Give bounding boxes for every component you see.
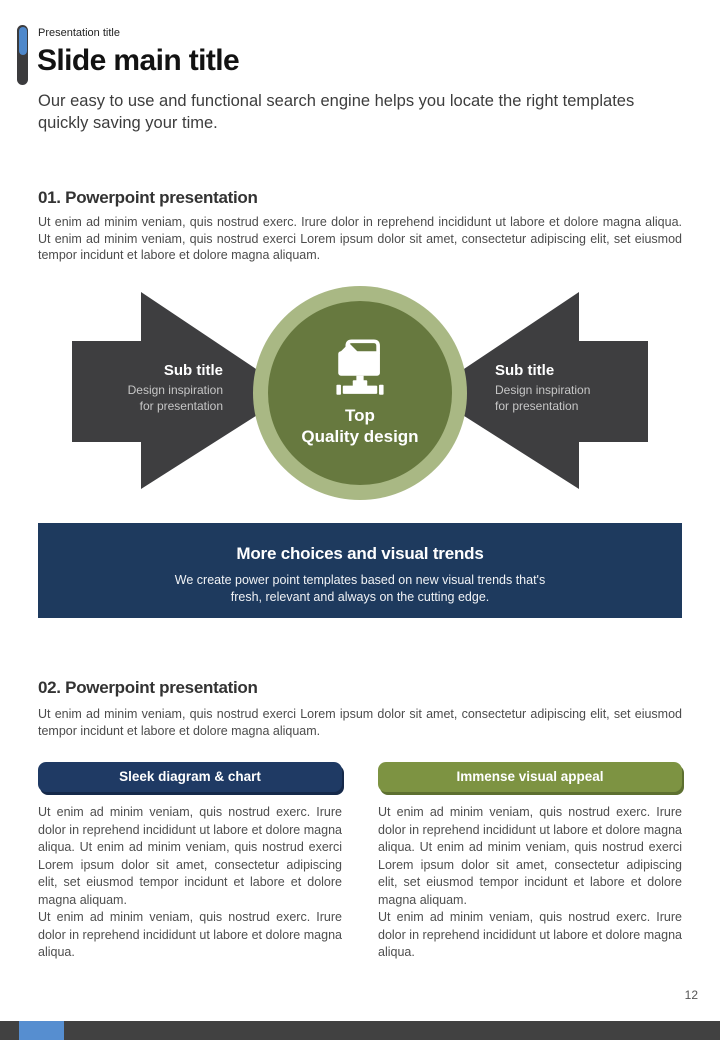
section-01-heading: 01. Powerpoint presentation [38,188,258,207]
left-arrow-line1: Design inspiration [127,383,223,397]
diagram-center-circle-inner [268,301,452,485]
slide-subtitle: Our easy to use and functional search engine helps you locate the right templates quickly saving your time. [38,92,635,132]
trends-banner [38,523,682,618]
center-title-line2: Quality design [301,427,419,446]
column-right-para1: Ut enim ad minim veniam, quis nostrud exerc. Irure dolor in reprehend incididunt ut labore et dolore magna aliqua. Ut enim ad minim veniam, quis nostrud exerci Lorem ipsum dolor sit amet, consectetur adipiscing elit, set eiusmod tempor incidunt et labore et dolore magna aliquam. [378,805,682,907]
column-right-body [378,804,682,962]
column-left-body [38,804,342,962]
right-arrow-line1: Design inspiration [495,383,591,397]
right-arrow-text [495,362,625,414]
column-header-immense-visual: Immense visual appeal [378,762,682,792]
footer-accent-block [19,1021,64,1040]
banner-subtitle-line2: fresh, relevant and always on the cutting edge. [230,590,490,604]
title-accent-pill-blue [19,27,27,55]
shared-folder-icon [331,328,389,398]
banner-title: More choices and visual trends [236,544,484,563]
section-02-heading: 02. Powerpoint presentation [38,678,258,697]
diagram-center-circle [253,286,467,500]
right-arrow-title: Sub title [495,362,555,379]
banner-subtitle-line1: We create power point templates based on new visual trends that's [174,573,546,587]
center-title-line1: Top [345,406,375,425]
right-arrow-line2: for presentation [495,399,579,413]
column-right-para2: Ut enim ad minim veniam, quis nostrud exerc. Irure dolor in reprehend incididunt ut labore et dolore magna aliqua. [378,910,682,959]
slide-main-title: Slide main title [37,44,240,77]
footer-bar [0,1021,720,1040]
column-left-para1: Ut enim ad minim veniam, quis nostrud exerc. Irure dolor in reprehend incididunt ut labore et dolore magna aliqua. Ut enim ad minim veniam, quis nostrud exerci Lorem ipsum dolor sit amet, consectetur adipiscing elit, set eiusmod tempor incidunt et labore et dolore magna aliquam. [38,805,342,907]
left-arrow-title: Sub title [163,362,223,379]
left-arrow-line2: for presentation [139,399,223,413]
section-01-body: Ut enim ad minim veniam, quis nostrud exerc. Irure dolor in reprehend incididunt ut labore et dolore magna aliqua. Ut enim ad minim veniam, quis nostrud exerci Lorem ipsum dolor sit amet, consectetur adipiscing elit, set eiusmod tempor incidunt et labore et dolore magna aliquam. [38,215,682,262]
section-02-body: Ut enim ad minim veniam, quis nostrud exerci Lorem ipsum dolor sit amet, consectetur adipiscing elit, set eiusmod tempor incidunt et labore et dolore magna aliquam. [38,707,682,738]
left-arrow-text [93,362,223,414]
presentation-title-label: Presentation title [38,27,120,39]
column-left-para2: Ut enim ad minim veniam, quis nostrud exerc. Irure dolor in reprehend incididunt ut labore et dolore magna aliqua. [38,910,342,959]
title-accent-pill [17,25,28,85]
banner-subtitle [38,572,682,606]
center-circle-title [301,405,418,447]
page-number: 12 [684,988,698,1002]
column-header-sleek-diagram: Sleek diagram & chart [38,762,342,792]
